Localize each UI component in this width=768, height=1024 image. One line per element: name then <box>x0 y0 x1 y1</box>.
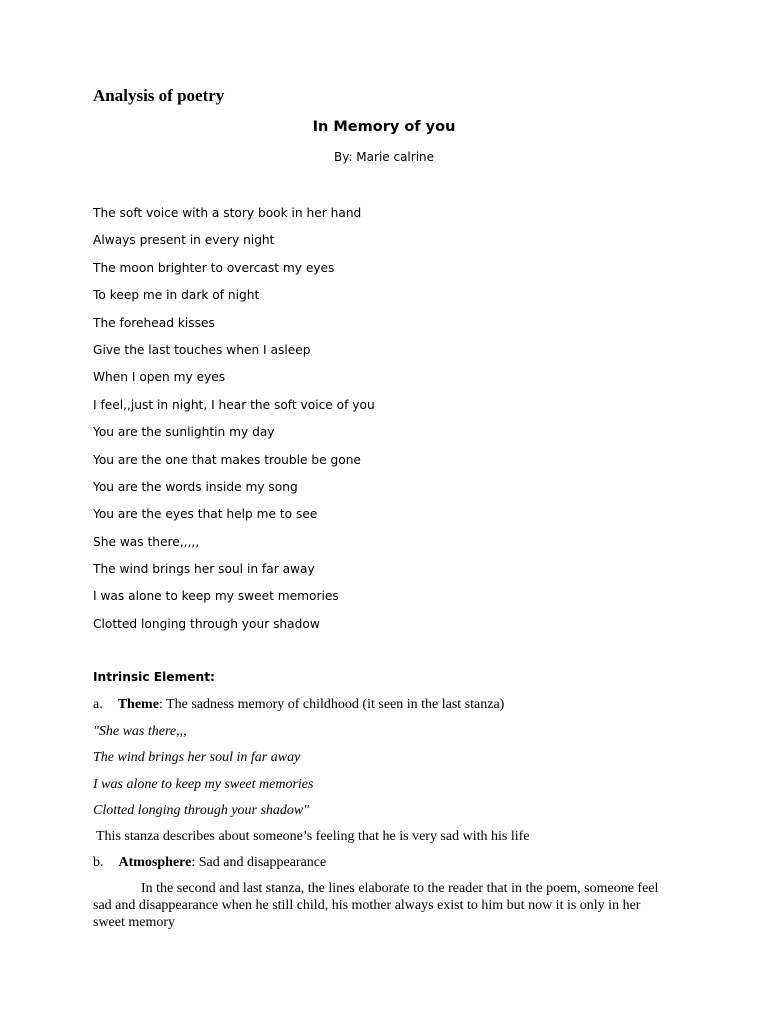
poem-line: I feel,,just in night, I hear the soft voice of you <box>93 397 375 412</box>
document-title: Analysis of poetry <box>93 86 225 105</box>
theme-text: : The sadness memory of childhood (it seen in the last stanza) <box>158 697 505 712</box>
atmosphere-paragraph: In the second and last stanza, the lines elaborate to the reader that in the poem, someone feel sad and disappearance when he still child, his mother always exist to him but now it is only in her sweet memory <box>93 881 659 930</box>
poem-line: She was there,,,,, <box>93 534 200 549</box>
theme-label: Theme <box>117 697 159 712</box>
poem-line: The forehead kisses <box>93 315 215 330</box>
poem-line: The moon brighter to overcast my eyes <box>93 260 335 275</box>
poem-line: The soft voice with a story book in her hand <box>93 206 362 220</box>
atmosphere-text: : Sad and disappearance <box>191 855 327 870</box>
poem-title: In Memory of you <box>312 119 456 135</box>
poem-line: To keep me in dark of night <box>93 288 260 303</box>
poem-line: When I open my eyes <box>93 370 226 385</box>
poem-line: You are the words inside my song <box>93 479 298 494</box>
poem-line: Always present in every night <box>93 233 275 248</box>
poem-author: By: Marie calrine <box>333 150 435 164</box>
poem-line: You are the one that makes trouble be gone <box>93 452 361 467</box>
theme-quote-line: Clotted longing through your shadow" <box>93 803 310 818</box>
theme-explanation: This stanza describes about someone’s feeling that he is very sad with his life <box>96 829 530 844</box>
theme-quote-line: I was alone to keep my sweet memories <box>93 777 314 792</box>
atmosphere-label: Atmosphere <box>118 855 192 870</box>
poem-line: You are the sunlightin my day <box>93 425 275 440</box>
theme-marker: a. <box>93 697 103 712</box>
poem-body <box>93 204 375 642</box>
poem-line: You are the eyes that help me to see <box>93 507 318 522</box>
theme-quote-line: The wind brings her soul in far away <box>93 750 301 765</box>
atmosphere-item <box>93 854 326 872</box>
theme-quote-line: "She was there,,, <box>93 724 187 739</box>
theme-item <box>93 696 504 714</box>
poem-line: Clotted longing through your shadow <box>93 616 320 631</box>
intrinsic-element-heading: Intrinsic Element: <box>93 670 215 684</box>
poem-line: The wind brings her soul in far away <box>93 562 315 577</box>
poem-line: Give the last touches when I asleep <box>93 342 311 357</box>
poem-line: I was alone to keep my sweet memories <box>93 589 339 604</box>
atmosphere-marker: b. <box>93 855 104 870</box>
